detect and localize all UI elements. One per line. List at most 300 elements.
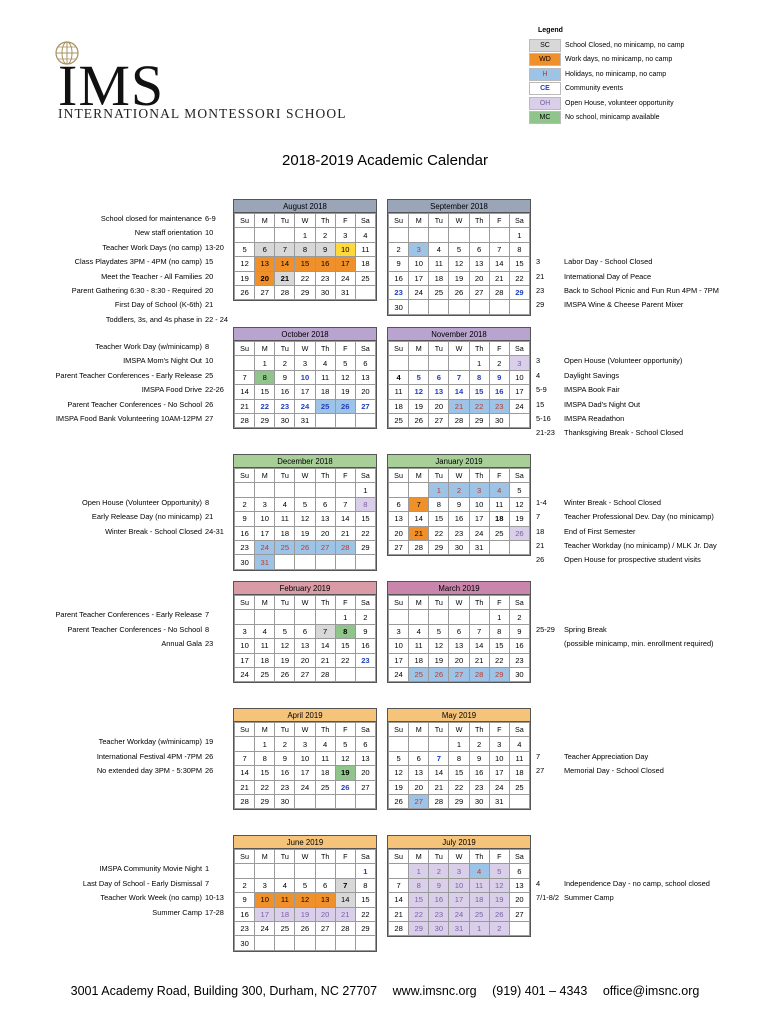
day-cell: 1 (509, 228, 529, 242)
event-date: 18 (536, 526, 545, 536)
day-cell: 8 (449, 751, 469, 765)
day-cell: 4 (275, 497, 295, 511)
day-cell: 21 (335, 526, 355, 540)
day-cell: 22 (429, 526, 449, 540)
event-title: Winter Break - School Closed (564, 497, 661, 507)
month-name: June 2019 (234, 836, 376, 849)
day-cell (295, 610, 315, 624)
day-cell (409, 483, 429, 497)
event-item (536, 623, 770, 637)
month-name: December 2018 (234, 455, 376, 468)
day-cell (255, 228, 275, 242)
day-cell: 1 (469, 921, 489, 935)
day-cell: 28 (315, 667, 335, 681)
day-cell: 2 (389, 242, 409, 256)
day-cell: 27 (255, 285, 275, 299)
event-date: 21 (205, 300, 214, 310)
month-calendar (387, 454, 531, 556)
weekday-header: Sa (509, 469, 529, 483)
event-title: IMSPA Book Fair (564, 385, 620, 395)
day-cell: 19 (275, 653, 295, 667)
weekday-header: Th (469, 342, 489, 356)
day-cell: 18 (255, 653, 275, 667)
day-cell: 6 (255, 242, 275, 256)
day-cell: 9 (389, 257, 409, 271)
day-cell: 16 (315, 257, 335, 271)
day-cell: 17 (469, 512, 489, 526)
day-cell: 11 (429, 257, 449, 271)
day-cell: 26 (489, 907, 509, 921)
day-cell: 1 (255, 356, 275, 370)
day-cell: 31 (489, 794, 509, 808)
event-item (0, 383, 232, 397)
day-cell: 24 (389, 667, 409, 681)
event-item (0, 212, 232, 226)
day-cell: 17 (295, 766, 315, 780)
day-cell: 27 (315, 921, 335, 935)
day-cell: 19 (489, 893, 509, 907)
legend-item (529, 38, 729, 52)
day-cell: 15 (409, 893, 429, 907)
day-cell: 17 (389, 653, 409, 667)
day-cell: 22 (335, 653, 355, 667)
weekday-header: F (335, 342, 355, 356)
day-cell: 29 (489, 667, 509, 681)
weekday-header: Tu (429, 596, 449, 610)
day-cell: 3 (335, 228, 355, 242)
day-cell: 1 (489, 610, 509, 624)
day-cell: 16 (449, 512, 469, 526)
day-cell: 30 (275, 794, 295, 808)
event-date: 22-26 (205, 385, 224, 395)
day-cell: 12 (235, 257, 255, 271)
day-cell: 13 (509, 878, 529, 892)
day-cell: 9 (235, 512, 255, 526)
day-cell (469, 610, 489, 624)
day-cell: 16 (469, 766, 489, 780)
day-cell: 14 (235, 766, 255, 780)
day-cell (315, 864, 335, 878)
day-cell: 27 (295, 667, 315, 681)
month-name: April 2019 (234, 709, 376, 722)
legend-item (529, 67, 729, 81)
day-cell: 24 (235, 667, 255, 681)
event-date: 1-4 (536, 497, 547, 507)
event-title: Toddlers, 3s, and 4s phase in (105, 314, 202, 324)
day-cell: 14 (389, 893, 409, 907)
day-cell: 2 (275, 356, 295, 370)
month-name: August 2018 (234, 200, 376, 213)
day-cell: 15 (255, 766, 275, 780)
day-cell: 15 (429, 512, 449, 526)
event-item (536, 637, 770, 651)
day-cell: 27 (355, 399, 375, 413)
event-title: School closed for maintenance (100, 214, 202, 223)
day-cell: 4 (315, 737, 335, 751)
month-calendar (233, 581, 377, 683)
day-cell (355, 555, 375, 569)
event-title: Parent Gathering 6:30 - 8:30 - Required (71, 286, 202, 295)
day-cell: 31 (469, 540, 489, 554)
day-cell: 17 (335, 257, 355, 271)
day-cell: 23 (355, 653, 375, 667)
month-name: October 2018 (234, 328, 376, 341)
day-cell: 5 (409, 370, 429, 384)
day-cell (429, 610, 449, 624)
day-cell: 5 (295, 497, 315, 511)
event-date: 8 (205, 497, 210, 507)
day-cell (509, 300, 529, 314)
day-cell: 14 (335, 893, 355, 907)
day-cell (315, 936, 335, 950)
weekday-header: Tu (275, 469, 295, 483)
event-title: Teacher Appreciation Day (564, 751, 649, 761)
day-cell: 29 (429, 540, 449, 554)
weekday-header: W (449, 469, 469, 483)
event-item (536, 750, 770, 764)
day-cell: 13 (315, 893, 335, 907)
day-cell: 28 (335, 540, 355, 554)
day-cell: 14 (449, 385, 469, 399)
event-date: 5-9 (536, 385, 547, 395)
day-cell: 27 (355, 780, 375, 794)
day-cell: 20 (449, 653, 469, 667)
day-cell (275, 936, 295, 950)
weekday-header: Th (469, 214, 489, 228)
day-cell: 26 (449, 285, 469, 299)
day-cell: 25 (275, 540, 295, 554)
day-cell: 13 (409, 766, 429, 780)
day-cell (275, 864, 295, 878)
event-item (536, 354, 770, 368)
legend-item (529, 82, 729, 96)
day-cell: 31 (295, 413, 315, 427)
day-cell: 21 (335, 907, 355, 921)
day-cell (409, 228, 429, 242)
day-cell: 22 (255, 780, 275, 794)
day-cell: 25 (509, 780, 529, 794)
day-cell: 14 (469, 639, 489, 653)
event-date: 21 (536, 271, 545, 281)
footer-web[interactable]: www.imsnc.org (392, 984, 477, 998)
day-cell (449, 610, 469, 624)
day-cell (429, 228, 449, 242)
weekday-header: Sa (509, 723, 529, 737)
day-cell: 6 (295, 624, 315, 638)
event-date: 3 (536, 257, 541, 267)
day-cell: 5 (295, 878, 315, 892)
day-cell: 12 (275, 639, 295, 653)
day-cell: 19 (335, 766, 355, 780)
day-cell (469, 300, 489, 314)
event-item (536, 383, 770, 397)
day-cell: 1 (355, 864, 375, 878)
day-cell: 20 (389, 526, 409, 540)
weekday-header: Su (389, 342, 409, 356)
weekday-header: Su (235, 596, 255, 610)
day-cell: 16 (235, 907, 255, 921)
day-cell: 8 (469, 370, 489, 384)
day-cell: 29 (255, 794, 275, 808)
weekday-header: M (409, 723, 429, 737)
day-cell: 12 (389, 766, 409, 780)
day-cell: 20 (469, 271, 489, 285)
event-item (0, 284, 232, 298)
day-cell: 25 (315, 399, 335, 413)
day-cell: 4 (429, 242, 449, 256)
weekday-header: Th (315, 214, 335, 228)
event-item (0, 398, 232, 412)
event-title: Open House (Volunteer Opportunity) (82, 497, 202, 507)
day-cell: 12 (295, 893, 315, 907)
day-cell: 28 (449, 413, 469, 427)
day-cell: 7 (469, 624, 489, 638)
weekday-header: M (409, 596, 429, 610)
weekday-header: M (409, 469, 429, 483)
day-cell: 26 (335, 399, 355, 413)
day-cell (509, 921, 529, 935)
weekday-header: Th (469, 596, 489, 610)
day-cell: 31 (255, 555, 275, 569)
day-cell: 16 (509, 639, 529, 653)
day-cell: 5 (389, 751, 409, 765)
day-cell: 18 (275, 526, 295, 540)
day-cell: 21 (409, 526, 429, 540)
day-cell (335, 864, 355, 878)
day-cell: 3 (409, 242, 429, 256)
event-date: 26 (205, 399, 214, 409)
weekday-header: Su (389, 723, 409, 737)
day-cell: 29 (295, 285, 315, 299)
day-cell: 29 (409, 921, 429, 935)
day-cell: 28 (235, 413, 255, 427)
event-title: Memorial Day - School Closed (564, 766, 664, 776)
weekday-header: F (489, 342, 509, 356)
day-cell: 10 (509, 370, 529, 384)
event-title: IMSPA Food Bank Volunteering 10AM-12PM (55, 414, 202, 423)
weekday-header: Tu (429, 723, 449, 737)
day-cell: 13 (315, 512, 335, 526)
event-item (0, 637, 232, 651)
day-cell: 9 (275, 370, 295, 384)
day-cell: 5 (335, 737, 355, 751)
day-cell (235, 864, 255, 878)
day-cell (235, 737, 255, 751)
day-cell: 14 (409, 512, 429, 526)
day-cell: 24 (409, 285, 429, 299)
event-title: Open House for prospective student visits (564, 555, 701, 565)
event-item (0, 510, 232, 524)
day-cell (355, 794, 375, 808)
day-cell (489, 300, 509, 314)
weekday-header: Th (315, 469, 335, 483)
month-calendar (387, 327, 531, 429)
day-cell: 8 (355, 878, 375, 892)
day-cell: 2 (355, 610, 375, 624)
event-item (0, 735, 232, 749)
day-cell: 10 (469, 497, 489, 511)
day-cell (409, 610, 429, 624)
weekday-header: Su (235, 342, 255, 356)
weekday-header: W (295, 723, 315, 737)
day-cell (489, 540, 509, 554)
day-cell (389, 483, 409, 497)
day-cell: 12 (295, 512, 315, 526)
day-cell: 11 (275, 512, 295, 526)
day-cell: 2 (489, 921, 509, 935)
weekday-header: Su (235, 723, 255, 737)
day-cell: 16 (489, 385, 509, 399)
day-cell: 1 (355, 483, 375, 497)
day-cell: 30 (449, 540, 469, 554)
day-cell: 21 (429, 780, 449, 794)
weekday-header: Su (389, 214, 409, 228)
weekday-header: W (295, 596, 315, 610)
weekday-header: Th (315, 342, 335, 356)
weekday-header: M (255, 596, 275, 610)
weekday-header: Sa (509, 596, 529, 610)
day-cell: 17 (509, 385, 529, 399)
day-cell: 26 (295, 921, 315, 935)
event-title: Annual Gala (161, 639, 202, 649)
day-cell: 26 (389, 794, 409, 808)
day-cell (255, 864, 275, 878)
day-cell: 2 (429, 864, 449, 878)
month-name: May 2019 (388, 709, 530, 722)
event-item (0, 369, 232, 383)
day-cell: 15 (355, 893, 375, 907)
month-name: January 2019 (388, 455, 530, 468)
day-cell: 23 (315, 271, 335, 285)
day-cell: 14 (235, 385, 255, 399)
event-date: 23 (536, 286, 545, 295)
legend-code: CE (529, 82, 561, 95)
event-date: 24-31 (205, 526, 224, 536)
event-title: First Day of School (K-6th) (114, 300, 202, 310)
day-cell: 7 (235, 751, 255, 765)
day-cell: 27 (469, 285, 489, 299)
legend-item (529, 96, 729, 110)
event-title: Back to School Picnic and Fun Run 4PM - 7PM (564, 286, 719, 295)
day-cell: 8 (509, 242, 529, 256)
event-date: 7 (205, 610, 210, 620)
event-title: IMSPA Food Drive (141, 385, 202, 395)
day-cell: 9 (429, 878, 449, 892)
day-cell: 5 (335, 356, 355, 370)
day-cell: 7 (315, 624, 335, 638)
day-cell: 18 (489, 512, 509, 526)
day-cell: 28 (335, 921, 355, 935)
day-cell: 18 (275, 907, 295, 921)
event-title: Independence Day - no camp, school closed (564, 878, 710, 888)
day-cell (355, 936, 375, 950)
day-cell: 9 (449, 497, 469, 511)
month-name: September 2018 (388, 200, 530, 213)
day-cell: 22 (355, 526, 375, 540)
weekday-header: Sa (355, 342, 375, 356)
footer-email[interactable]: office@imsnc.org (602, 984, 700, 998)
day-cell: 4 (409, 624, 429, 638)
day-cell (335, 413, 355, 427)
day-cell: 27 (409, 794, 429, 808)
day-cell: 19 (429, 653, 449, 667)
event-title: IMSPA Readathon (564, 414, 625, 423)
event-item (0, 906, 232, 920)
event-date: 27 (205, 414, 214, 423)
day-cell: 26 (275, 667, 295, 681)
event-item (536, 298, 770, 312)
day-cell: 3 (509, 356, 529, 370)
day-cell: 16 (275, 766, 295, 780)
event-title: Early Release Day (no minicamp) (91, 512, 202, 522)
day-cell: 6 (409, 751, 429, 765)
day-cell: 13 (295, 639, 315, 653)
day-cell: 16 (235, 526, 255, 540)
event-date: 13-20 (205, 242, 224, 252)
day-cell (489, 228, 509, 242)
event-date: 26 (205, 766, 214, 776)
day-cell: 22 (509, 271, 529, 285)
weekday-header: W (449, 596, 469, 610)
day-cell: 20 (255, 271, 275, 285)
weekday-header: Th (469, 723, 489, 737)
legend (529, 27, 729, 125)
event-item (0, 241, 232, 255)
day-cell: 7 (409, 497, 429, 511)
weekday-header: Su (389, 469, 409, 483)
event-item (0, 877, 232, 891)
day-cell: 2 (469, 737, 489, 751)
month-calendar (387, 835, 531, 937)
event-item (536, 539, 770, 553)
day-cell: 6 (315, 497, 335, 511)
day-cell: 15 (489, 639, 509, 653)
day-cell: 11 (275, 893, 295, 907)
weekday-header: Tu (275, 342, 295, 356)
event-date: 21-23 (536, 428, 555, 438)
day-cell: 27 (315, 540, 335, 554)
day-cell (295, 555, 315, 569)
day-cell (295, 864, 315, 878)
day-cell: 30 (315, 285, 335, 299)
day-cell: 6 (509, 864, 529, 878)
day-cell: 8 (409, 878, 429, 892)
day-cell: 25 (409, 667, 429, 681)
day-cell: 21 (235, 780, 255, 794)
day-cell: 10 (235, 639, 255, 653)
day-cell: 2 (315, 228, 335, 242)
day-cell (255, 936, 275, 950)
weekday-header: Tu (275, 596, 295, 610)
day-cell: 3 (389, 624, 409, 638)
month-calendar (233, 199, 377, 301)
day-cell: 20 (315, 526, 335, 540)
day-cell: 21 (389, 907, 409, 921)
day-cell: 29 (469, 413, 489, 427)
weekday-header: F (335, 723, 355, 737)
day-cell: 6 (355, 737, 375, 751)
event-item (0, 525, 232, 539)
event-date: 15 (205, 257, 214, 267)
day-cell (409, 300, 429, 314)
day-cell: 23 (509, 653, 529, 667)
day-cell: 4 (355, 228, 375, 242)
day-cell: 3 (469, 483, 489, 497)
day-cell: 25 (315, 780, 335, 794)
day-cell: 11 (509, 751, 529, 765)
day-cell: 22 (295, 271, 315, 285)
day-cell: 10 (409, 257, 429, 271)
